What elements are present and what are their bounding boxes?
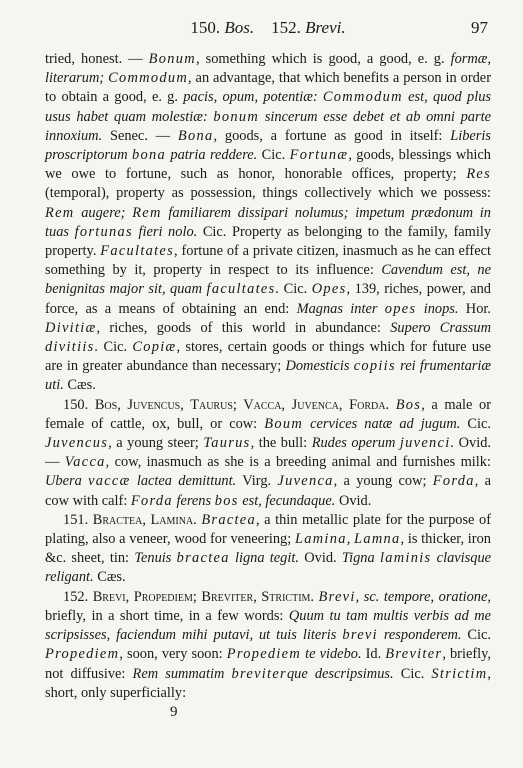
italic-text: responderem.: [377, 627, 462, 644]
spaced-term: Facultates: [100, 243, 175, 260]
text-run: , 139, riches, power, and force, as a means of obtaining an end:: [45, 281, 491, 317]
italic-text: inops.: [416, 300, 459, 317]
spaced-term: Forda: [130, 492, 173, 509]
text-run: , riches, goods of this world in abundance:: [96, 319, 391, 336]
spaced-term: Commodum: [322, 89, 403, 106]
spaced-term: laminis: [379, 550, 432, 567]
text-run: [389, 397, 396, 413]
text-run: Ovid.: [335, 492, 372, 509]
running-title-word-a: Bos.: [224, 18, 255, 37]
text-run: , goods, a fortune as good in itself:: [213, 127, 451, 144]
text-run: Virg.: [236, 473, 278, 490]
italic-text: .: [275, 281, 280, 298]
signature-mark: 9: [170, 704, 178, 720]
italic-text: ligna tegit.: [229, 550, 299, 567]
text-run: , a thin metallic plate for the purpose of plating, also a veneer, wood for veneering;: [45, 511, 491, 548]
body-text: [45, 50, 491, 703]
page-number: 97: [471, 18, 488, 37]
spaced-term: brevi: [342, 627, 378, 644]
spaced-term: Strictim: [431, 665, 488, 682]
italic-text: Domesticis: [285, 358, 354, 375]
italic-text: pacis, opum, potentiæ:: [183, 89, 323, 106]
spaced-term: bona: [132, 147, 166, 164]
small-caps-heading: Brevi, Propediem; Breviter, Strictim.: [92, 588, 315, 605]
spaced-term: Divitiæ: [45, 319, 97, 336]
text-run: 151.: [63, 511, 93, 528]
spaced-term: Bonum: [148, 51, 196, 67]
text-run: Ovid. —: [45, 435, 491, 471]
text-run: Cæs.: [63, 377, 96, 394]
text-run: , briefly, not diffusive:: [45, 646, 492, 682]
spaced-term: Commodum: [108, 70, 189, 87]
running-head: [48, 18, 488, 38]
spaced-term: juvenci: [399, 435, 451, 452]
text-run: 150.: [63, 396, 95, 413]
spaced-term: breviter: [231, 665, 287, 682]
text-run: Senec. —: [102, 127, 178, 144]
italic-text: est, fecundaque.: [238, 492, 336, 509]
text-run: , stores, certain goods or things which for future use are in greater abundance than necessary;: [45, 339, 492, 375]
spaced-term: Opes: [311, 281, 347, 298]
spaced-term: Copiæ: [132, 339, 177, 356]
italic-text: .: [450, 435, 455, 452]
spaced-term: Lamina: [294, 531, 347, 548]
text-run: , goods, blessings which we owe to fortune, such as honor, honorable offices, property;: [45, 147, 492, 183]
italic-text: sincerum esse debet et ab omni parte innoxium.: [45, 108, 491, 144]
italic-text: Tenuis: [134, 550, 177, 567]
entry-151: [45, 511, 491, 588]
spaced-term: vaccæ: [88, 473, 131, 490]
text-run: tried, honest. —: [45, 51, 149, 67]
italic-text: patria reddere.: [166, 147, 258, 164]
text-run: Id.: [361, 646, 386, 663]
italic-text: est, quod plus usus habet quam molestiæ:: [45, 89, 491, 125]
text-run: , a male or female of cattle, ox, bull, or cow:: [45, 396, 491, 432]
text-run: (temporal), property as possession, things collectively which we possess:: [45, 185, 491, 202]
text-run: , a young cow;: [333, 473, 433, 490]
spaced-term: copiis: [353, 358, 396, 375]
running-title-num-a: 150.: [190, 18, 221, 37]
spaced-term: bonum: [213, 108, 260, 125]
spaced-term: Lamna: [354, 531, 401, 548]
text-run: Ovid.: [298, 550, 342, 567]
text-run: Cic.: [460, 415, 491, 432]
text-run: Cic.: [393, 665, 432, 682]
spaced-term: Propediem: [226, 646, 302, 663]
spaced-term: Taurus: [203, 435, 251, 452]
italic-text: , sc. tempore, oratione,: [355, 588, 491, 605]
running-title: [48, 18, 488, 38]
spaced-term: Rem: [132, 204, 162, 221]
text-run: Cic.: [257, 147, 290, 164]
italic-text: que descripsimus.: [286, 665, 394, 682]
spaced-term: divitiis: [45, 339, 95, 356]
text-run: Cic.: [279, 281, 312, 298]
text-run: Cic. Property as belonging to the family, family property.: [45, 223, 492, 260]
entry-150: [45, 396, 491, 511]
text-run: , something which is good, a good, e. g.: [195, 51, 451, 67]
text-run: , an advantage, that which benefits a person in order to obtain a good, e. g.: [45, 70, 491, 106]
spaced-term: Juvencus: [45, 435, 109, 452]
text-run: , cow, inasmuch as she is a breeding animal and furnishes milk:: [105, 454, 491, 471]
spaced-term: Fortunæ: [289, 147, 349, 164]
running-title-num-b: 152.: [271, 18, 301, 37]
spaced-term: Breviter: [385, 646, 443, 663]
spaced-term: Boum: [264, 415, 304, 432]
text-run: ,: [346, 531, 355, 548]
text-run: , soon, very soon:: [119, 646, 227, 663]
text-run: Cic.: [461, 627, 492, 644]
italic-text: cervices natæ ad jugum.: [303, 415, 461, 432]
italic-text: Supero Crassum: [390, 319, 491, 336]
italic-text: ferens: [172, 492, 215, 509]
italic-text: Cavendum est, ne benignitas major sit, quam: [45, 262, 491, 298]
italic-text: rei frumentariæ uti.: [45, 358, 491, 394]
spaced-term: Vacca: [64, 454, 106, 471]
spaced-term: fortunas: [74, 223, 133, 240]
italic-text: lactea demittunt.: [130, 473, 237, 490]
entry-152: [45, 588, 491, 703]
spaced-term: Propediem: [45, 646, 120, 663]
spaced-term: Bos: [395, 396, 422, 413]
small-caps-heading: Bos, Juvencus, Taurus; Vacca, Juvenca, Forda.: [94, 396, 390, 413]
italic-text: .: [94, 339, 99, 356]
spaced-term: Juvenca: [277, 473, 334, 490]
italic-text: augere;: [74, 204, 133, 221]
spaced-term: bractea: [176, 550, 230, 567]
text-run: Cæs.: [93, 569, 126, 586]
spaced-term: Brevi: [318, 588, 356, 605]
text-run: , fortune of a private citizen, inasmuch as he can effect something by it, property in respect to its influence:: [45, 243, 492, 279]
text-run: Cic.: [98, 339, 133, 356]
running-title-word-b: Brevi.: [305, 18, 346, 37]
italic-text: Rem summatim: [132, 665, 232, 682]
spaced-term: Forda: [432, 473, 475, 490]
italic-text: formæ, literarum;: [45, 51, 491, 87]
spaced-term: Bona: [177, 127, 214, 144]
italic-text: Quum tu tam multis verbis ad me scripsisses, faciendum mihi putavi, ut tuis literis: [45, 607, 492, 644]
italic-text: fieri nolo.: [132, 223, 198, 240]
italic-text: te videbo.: [301, 646, 362, 663]
spaced-term: Rem: [45, 204, 75, 221]
text-run: , the bull:: [250, 435, 312, 452]
italic-text: Rudes operum: [311, 435, 400, 452]
spaced-term: bos: [214, 492, 239, 509]
spaced-term: Res: [466, 166, 491, 183]
text-run: , a cow with calf:: [45, 473, 491, 509]
text-run: , a young steer;: [108, 435, 204, 452]
italic-text: Tigna: [341, 550, 380, 567]
spaced-term: Bractea: [201, 511, 256, 528]
italic-text: Magnas inter: [296, 300, 385, 317]
italic-text: clavisque religant.: [45, 550, 492, 586]
paragraph-continued: [45, 50, 491, 396]
text-run: , short, only superficially:: [45, 665, 491, 701]
small-caps-heading: Bractea, Lamina.: [92, 511, 197, 528]
spaced-term: opes: [384, 300, 417, 317]
text-run: Hor.: [458, 300, 491, 317]
text-run: briefly, in a short time, in a few words:: [45, 607, 289, 624]
italic-text: familiarem dissipari nolumus; impetum prædonum in tuas: [45, 204, 491, 240]
italic-text: Liberis proscriptorum: [45, 127, 491, 164]
italic-text: Ubera: [45, 473, 89, 490]
text-run: , is thicker, iron &c. sheet, tin:: [45, 531, 491, 567]
spaced-term: facultates: [206, 281, 276, 298]
text-run: 152.: [63, 588, 93, 605]
